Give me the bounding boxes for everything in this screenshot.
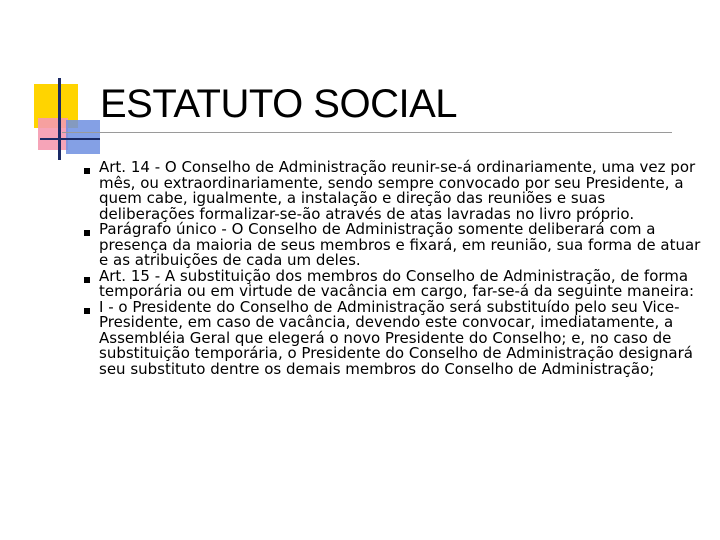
logo-vertical-line: [58, 78, 61, 160]
bullet-text: Art. 14 - O Conselho de Administração reunir-se-á ordinariamente, uma vez por mês, ou extraordinariamente, sendo sempre convocado por seu Presidente, a quem cabe, igualmente, a instalação e direção das reuniões e suas deliberações formalizar-se-ão através de atas lavradas no livro próprio.: [99, 158, 696, 223]
bullet-square-icon: [84, 277, 90, 283]
slide-title: ESTATUTO SOCIAL: [100, 82, 458, 126]
bullet-text: Parágrafo único - O Conselho de Administração somente deliberará com a presença da maioria de seus membros e fixará, em reunião, sua forma de atuar e as atribuições de cada um deles.: [99, 220, 701, 269]
bullet-square-icon: [84, 230, 90, 236]
bullet-text: I - o Presidente do Conselho de Administração será substituído pelo seu Vice-Presidente, em caso de vacância, devendo este convocar, imediatamente, a Assembléia Geral que elegerá o novo Presidente do Conselho; e, no caso de substituição temporária, o Presidente do Conselho de Administração designará seu substituto dentre os demais membros do Conselho de Administração;: [99, 297, 693, 378]
bullet-item-4: [84, 297, 704, 378]
logo-blue-square: [66, 120, 100, 154]
bullet-square-icon: [84, 308, 90, 314]
bullet-item-3: [84, 266, 704, 300]
bullet-item-2: [84, 222, 704, 269]
logo-pink-square: [38, 118, 68, 150]
bullet-text: Art. 15 - A substituição dos membros do Conselho de Administração, de forma temporária ou em virtude de vacância em cargo, far-se-á da seguinte maneira:: [99, 266, 695, 300]
logo-horizontal-line: [40, 138, 100, 140]
bullet-list: [84, 160, 704, 377]
decorative-squares-logo: [30, 78, 102, 162]
title-divider: [62, 132, 672, 133]
bullet-square-icon: [84, 168, 90, 174]
bullet-item-1: [84, 160, 704, 222]
